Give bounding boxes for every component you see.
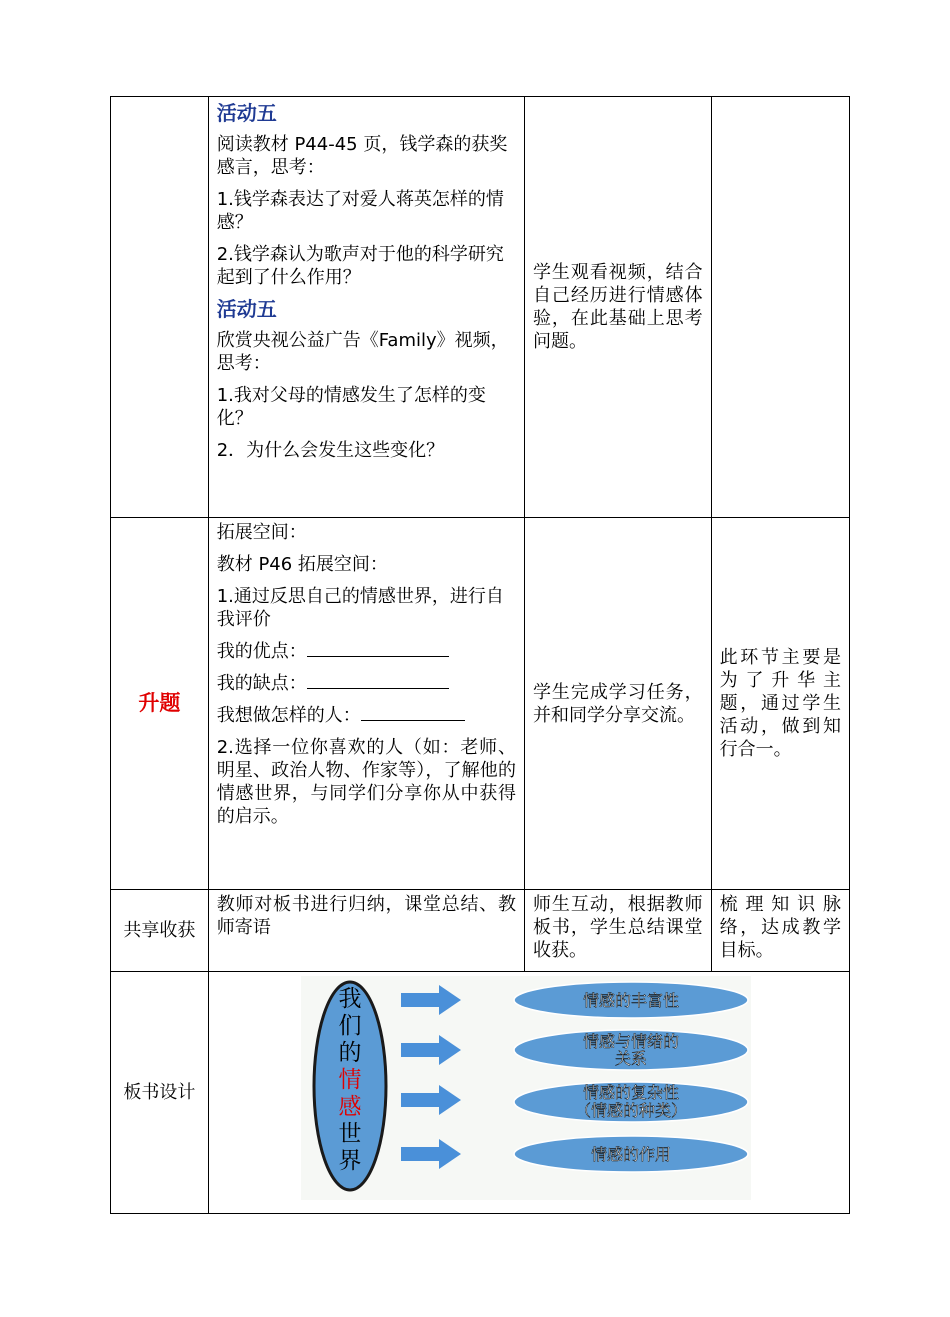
table-row-harvest [111,890,850,972]
defect-blank [307,674,449,689]
branch-label-3a: 情感的复杂性 [582,1083,679,1102]
stage-label-board: 板书设计 [123,1082,196,1103]
branch-label-4: 情感的作用 [590,1145,671,1164]
center-char: 们 [338,1013,362,1039]
defect-line [217,672,516,695]
activity-intro-1: 阅读教材 P44-45 页，钱学森的获奖感言，思考： [216,134,508,178]
merit-blank [307,642,449,657]
lesson-plan-table [110,96,850,1214]
table-row-board [111,972,850,1214]
stage-cell-sublimation [111,518,209,890]
branch-label-2a: 情感与情绪的 [582,1032,679,1051]
stage-label-harvest: 共享收获 [123,920,196,941]
wish-label: 我想做怎样的人： [216,705,361,726]
intent-cell-empty [711,97,849,518]
activity-heading-2: 活动五 [216,297,277,321]
stage-cell-harvest [111,890,209,972]
center-char-highlight: 情 [338,1067,362,1093]
table-row-sublimation [111,518,850,890]
stage-cell-empty [111,97,209,518]
design-intent-text: 梳理知识脉络，达成教学目标。 [719,894,841,961]
design-intent-text: 此环节主要是为了升华主题，通过学生活动，做到知行合一。 [719,647,841,760]
student-activity-text: 学生完成学习任务，并和同学分享交流。 [532,681,703,726]
activity-intro-2: 欣赏央视公益广告《Family》视频，思考： [216,330,509,374]
table-row-activity [111,97,850,518]
wish-blank [361,706,465,721]
extension-title: 拓展空间： [216,522,307,543]
student-activity-text: 学生观看视频，结合自己经历进行情感体验，在此基础上思考问题。 [532,262,703,352]
student-activity-cell [524,97,711,518]
activity-question-2b: 2．为什么会发生这些变化？ [216,440,445,461]
center-char-highlight: 感 [338,1094,362,1120]
board-design-container [209,972,849,1204]
extension-source: 教材 P46 拓展空间： [216,554,388,575]
merit-line [217,640,516,663]
teacher-summary-text: 教师对板书进行归纳，课堂总结、教师寄语 [216,894,516,938]
design-intent-cell [711,518,849,890]
teacher-activity-cell [208,518,524,890]
branch-label-2b: 关系 [614,1049,647,1068]
student-activity-cell [524,518,711,890]
activity-heading-1: 活动五 [216,101,277,125]
student-activity-text: 师生互动，根据教师板书，学生总结课堂收获。 [532,894,703,961]
wish-line [217,704,516,727]
board-diagram [301,976,751,1200]
stage-cell-board [111,972,209,1214]
center-char: 世 [338,1121,362,1147]
activity-question-1a: 1.钱学森表达了对爱人蒋英怎样的情感？ [216,189,504,233]
extension-task-2: 2.选择一位你喜欢的人（如：老师、明星、政治人物、作家等），了解他的情感世界，与同学们分享你从中获得的启示。 [216,737,516,827]
branch-label-3b: （情感的种类） [574,1101,687,1120]
defect-label: 我的缺点： [216,673,307,694]
stage-label-sublimation: 升题 [138,690,181,715]
activity-question-2a: 1.我对父母的情感发生了怎样的变化？ [216,385,486,429]
branch-label-1: 情感的丰富性 [582,991,679,1010]
extension-task-1: 1.通过反思自己的情感世界，进行自我评价 [216,586,504,630]
activity-question-1b: 2.钱学森认为歌声对于他的科学研究起到了什么作用？ [216,244,504,288]
board-design-cell [208,972,849,1214]
center-char: 的 [338,1040,362,1066]
center-char: 我 [338,986,362,1012]
teacher-activity-cell [208,97,524,518]
design-intent-cell [711,890,849,972]
teacher-activity-cell [208,890,524,972]
student-activity-cell [524,890,711,972]
center-char: 界 [338,1148,362,1174]
merit-label: 我的优点： [216,641,307,662]
